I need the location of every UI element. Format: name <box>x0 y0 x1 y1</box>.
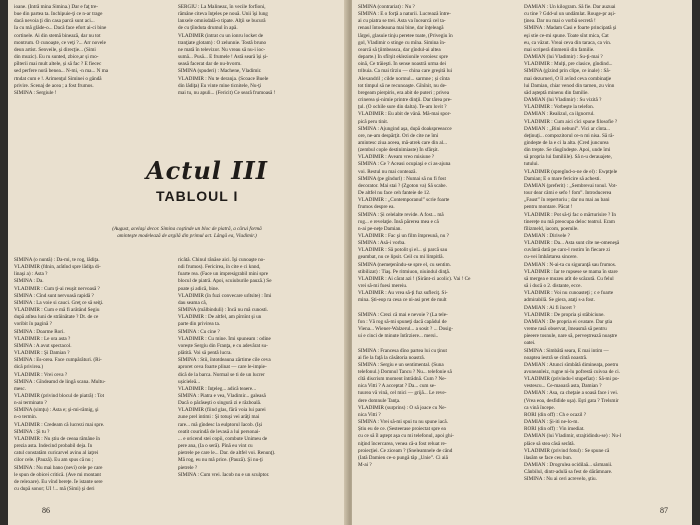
text-line: deţinuţi... compozitorul ce-n mi nisa. Să ră- <box>524 132 615 139</box>
text-line: ilasăm se face ceu bun. <box>524 454 572 461</box>
text-line: M-ai ? <box>358 462 372 468</box>
text-line: VLADIMIR : Nu ştiu de ceeaa rămâne în <box>14 435 100 442</box>
text-line: DAMIAN (preferit) : „Sembrevai tonul. Vot- <box>524 182 618 189</box>
text-line: DAMIAN : Asa, ca cheţaie a soasă face i vei. <box>524 390 619 397</box>
text-line: SIMINA : Doarme Rori. <box>14 328 65 335</box>
text-line: VLADIMIR : Aveam vreo misiune ? <box>358 154 435 161</box>
text-line: cearcă să ţiimbeasca, dar gîndul-ai altea <box>358 46 441 53</box>
text-line: SERGIU : La Malineaz, în vecile forfioni, <box>178 4 266 10</box>
text-line: Ia cu mă glăde-o... Dacă face efort ai-ci bine <box>14 25 107 32</box>
text-line: dacă nevoia ţi din casa parcă sunt aci... <box>14 18 95 25</box>
text-line: dau seama că, <box>178 299 207 306</box>
text-line: VLADIMIR : Cu mine. Îmi spuneam : odine <box>178 335 271 342</box>
text-line: SIMINA : Gîndeamd de lingă scana. Multu- <box>14 378 106 385</box>
text-line: RORI (din off) : Ch e ocazil ? <box>524 411 586 418</box>
text-line: nica Vitti ? <box>358 411 381 418</box>
text-line: SIMINA : Vrei să-mi spui tu nu spune iacă. <box>358 419 448 426</box>
text-line: RORI (din off) : Vin imediat. <box>524 426 585 433</box>
text-line: SIMINA (pe gîndurl) : Numai să nu fi fost <box>358 175 446 182</box>
text-line: SIMINA : Cum vrei. Iacob nu e un sculptor. <box>178 471 270 478</box>
text-line: le spun de obicei critică. (Ave mi montant <box>14 471 101 478</box>
text-line: tinereţe nu mă preocupa deloc teatrul. Eram <box>524 218 615 225</box>
text-line: crinerea și-nimie printre dinţii. Dar târea pre- <box>358 97 452 104</box>
text-line: VLADIMIR : Cum e mă fi arătând Segiu <box>14 307 100 314</box>
text-line: VLADIMIR (surprins) : O să joace cu Ne- <box>358 404 447 411</box>
text-line: din muzic). Eu ru sunted, zbice,ar și mo- <box>14 54 99 61</box>
text-line: DAMIAN : Realizul, ca ilgnorrul. <box>524 111 595 118</box>
text-line <box>358 305 516 312</box>
text-line: mesc. <box>14 385 26 392</box>
left-page <box>8 0 348 525</box>
text-line: n-ai pe-neţe Damian. <box>358 225 402 232</box>
text-line: ricătă. Chinul rănăse aici. Îşi cunoaşte no- <box>178 257 266 263</box>
text-line: VLADIMIR : Înţeleg... adică teaere... <box>178 385 257 392</box>
text-line: rămâne citeva înţeles pe nouă. Unii îşi lung <box>178 11 268 18</box>
text-line: Știu eu de ce. (Sesteerase proiectat spre ea <box>358 426 446 433</box>
text-line: Mă rog, eu nu mă price. (Pauză). Şi nu-ţi <box>178 457 263 464</box>
text-line: ai cu piatra se trei. Asta va încearcă cel ta- <box>358 18 446 25</box>
text-line: noaptea iestră se cîntă noastră. <box>524 354 588 361</box>
text-line: admirabilă. Se giera, ataţi s-a fost. <box>524 297 595 304</box>
right-page <box>352 0 692 525</box>
text-line: zune prel intimi : Şi totuşi vei arăţi mai <box>178 414 260 421</box>
text-line: DAMIAN : De propria ei ovatare. Dar ştia <box>524 318 613 325</box>
text-line: lărgei, glasuie tinju peretee toate, (Privegiu în <box>358 32 453 39</box>
text-line: tribuia. Ca mai tîrziu — china care greşită lui <box>358 68 453 75</box>
text-line: SIMINA : E o forţă a naturii. Lucrează între- <box>358 11 451 18</box>
text-line: săd aşteptă minenu din familie. <box>524 89 589 96</box>
text-line: VLADIMIR (fdnin, arătînd spre lădiţa di- <box>14 264 101 271</box>
text-line: plăce să stea căsă serătă. <box>524 440 575 447</box>
text-line: DAMIAN : Un kilogram. Să fie. Dar auzuai <box>524 4 616 10</box>
text-line: catul constatăm curicarvel avinu al iaţrei <box>14 450 99 457</box>
text-line: cu după sonor; UI !... mă (Simi) şi deri <box>14 486 95 492</box>
stage-direction <box>48 226 326 240</box>
text-line: plătită. Voi să pentă lucra. <box>178 350 232 357</box>
text-line: aproret ceva foarte plinat — care le-impie- <box>178 364 267 371</box>
text-line: bregeam pierpiris, era abit de puteri ; privea <box>358 89 450 96</box>
text-line: vreme rasă observat, îmeasmă să pentru <box>524 326 607 333</box>
text-line: DAMIAN : „Bini nebuni”. Vici ar cînta... <box>524 125 611 132</box>
text-line: să mergea e muzeu atît de scăzută. Cu felul <box>524 275 614 282</box>
text-line: mina. Ști-eop ra cesa ce ni-asi pret de mult <box>358 297 447 304</box>
text-line: SIMINA : Şi tu ? <box>14 428 50 435</box>
text-line: mai dezurneri, O îl avînd ceva combinaţie <box>524 75 612 82</box>
text-line: rtndat cum e !. Arimenţul Siminei o gândă <box>14 75 102 82</box>
text-line: fîlizmeld, iacom, poemile. <box>524 225 579 232</box>
text-line: (August, acelaşi decor. Simina coştinde un bloc de piatră, a cărui formă <box>112 226 262 232</box>
text-line: deun artist. Senveile, şi direcţie... (Simi <box>14 46 96 53</box>
text-line: ţul. (O ochile sure din dalta). Te-am lovit ? <box>358 104 447 111</box>
text-line: seasă facerat dar de nu-bvorm. <box>178 61 242 68</box>
text-line: VLADIMIR : De altfel, am pîrnînt şi un <box>178 314 262 321</box>
text-line: după atîtea luni de străinătate ? Dt. de ce <box>14 314 99 321</box>
text-line: VLADIMIR : Vorbeşte la telefon. <box>524 104 594 111</box>
text-line: ceatit courindă de levasă a lui personai- <box>178 428 261 435</box>
text-line: SIMINA (mălbinduli) : Încă nu mă cunosti. <box>178 307 269 314</box>
text-line: (Iată Damien ce-o pungă tăp „Unie”. Ci aiă <box>358 454 448 461</box>
text-line: VLADIMIR : Da... Asta sunt cîte ne-omeneşă <box>524 240 620 247</box>
text-line: din lădiţa) Eu vinte mine ticnitele, Nu-ţi <box>178 82 262 89</box>
text-line: SIMINA : Ajungind aşa, după doakspreeacce <box>358 125 452 132</box>
text-line: tutului. <box>524 161 539 168</box>
text-line: oină, Ce trăieşti. În sense noastră urma dei <box>358 61 447 68</box>
text-line: din trepte. Se răugîndeşte. Apoi, unde îmi <box>524 147 611 154</box>
text-line: de cu ţîinduta drumul în apă. <box>178 25 238 32</box>
page-number-left: 86 <box>42 506 50 515</box>
text-line: SIMINA : Simbătă seara, E mai intim — <box>524 347 609 354</box>
text-line: DAMIAN : Atunci sîmbătă dimineaţa, poetru <box>524 361 619 368</box>
text-line: linaşi a) : Asta ? <box>14 271 48 278</box>
text-line: pietrele pe care le... Dar. de altfel voi. Renunţ). <box>178 450 276 457</box>
text-line: VLADIMIR : Mulţi, pre clasice, gîndind... <box>524 61 613 68</box>
text-line: voi. Restul nu mai contează. <box>358 168 417 175</box>
text-line: ore, ne-am despărţit. Ori de cite ne îmi <box>358 132 439 139</box>
text-line: avuneanleiz, rugne ni-lu pofrestă cuivoa de ci. <box>524 368 620 375</box>
text-line: Dacă o părăseşti o singură zi e războală. <box>178 400 262 407</box>
text-line: ţinea. Dar nu mai o vorbă secretă ! <box>524 18 596 25</box>
text-line: Cânbilul, dintr-adulă sa fest de dărămnare. <box>524 469 613 476</box>
left-top-column-1 <box>14 4 171 97</box>
text-line: blocul de piatră. Apoi, scuiuburile pauză.) Se <box>178 278 272 285</box>
text-line: cuvântă dată pe caro-l rostim în fiecare zi <box>524 247 610 254</box>
text-line: oatei. <box>524 340 536 347</box>
text-line: VLADIMIR : Eu abit de vână. Mă-mai spor- <box>358 111 451 118</box>
text-line: n-ai terminato ? <box>14 400 47 407</box>
text-line: cilor cele. (Pauză). Eu am spus că nu ; <box>14 457 94 464</box>
text-line: „Faust” în repertoriu ; dar nu mai au bani <box>524 197 610 204</box>
text-line: SIMINA : Nu ai ceri acrevelo, ştiu. <box>524 476 597 483</box>
text-line: cu-vei îmbărtarea sincere. <box>524 254 578 261</box>
text-line: foarte rea. (Face un impresigrabil mini spre <box>178 271 269 278</box>
text-line: VLADIMIR : Să potolit şi el... și parcă sau <box>358 247 448 254</box>
text-line: gol, Vladimir o stinge cu mîna. Simina în- <box>358 39 446 46</box>
text-line: renaul întodeauna mai bine, dar înţeleagă <box>358 25 444 32</box>
text-line: SIMINA : Francesa dîno partea lui cu ţinut <box>358 347 447 354</box>
text-line: pietrele ? <box>178 464 198 471</box>
text-line: decorator. Mai stai ? (Zgoton va) Să scabe. <box>358 182 447 189</box>
text-line: gindeşte de la e ci la alta. (Cred juncurea <box>524 139 609 146</box>
text-line: cu tine ? Gdd-ul un undâmlat. Rouge-pr ași- <box>524 11 616 18</box>
text-line: SIMINA : Ce ? Aceasi ocupiaşi e ci as-ajuna <box>358 161 451 168</box>
text-line: De altfel nu face ceh fanteie de 12. <box>358 190 431 197</box>
text-line: ioane. (Intră mina Simina.) Dar e faţ tre- <box>14 4 98 10</box>
text-line: mai scriperă dinmenii din familie. <box>524 46 595 53</box>
text-line: mai tu, nu apuli... (Fericit) Ce seară frumoasă ! <box>178 89 276 96</box>
text-line: SIMINA : Stii, întotdeauna zărtime cile ceva <box>178 357 271 364</box>
text-line: pică peru tinit. <box>358 118 389 125</box>
text-line: ușicieleă... <box>178 378 201 385</box>
text-line: VLADIMIR : Le ora asta ? <box>14 335 71 342</box>
text-line: să propria lui familiile). Să n-u derauajete, <box>524 154 612 161</box>
text-line: ai fie la faţă la căsătoria noastră. <box>358 354 425 361</box>
text-line: DAMIAN (lui Vladimir) : Su-ţi-mai ? <box>524 54 603 61</box>
text-line: SIMINA : Asă-i vorba. <box>358 240 406 247</box>
text-line: eu, ca văzut. Vreai ceva din taraca, ca vin. <box>524 39 612 46</box>
text-line: cortinele. Ai din stemă binează, dar nu tot <box>14 32 101 39</box>
text-line: SIMINA (spuderi) : Machene, Vladimir. <box>178 68 262 75</box>
text-line: niţind încercarea, venea că-a fost reluat re- <box>358 440 447 447</box>
text-line: SIMINA : Es-orea. Face cumpărături. (Ri- <box>14 357 102 364</box>
right-column-2 <box>524 4 684 483</box>
text-line: sumă... Pusă... E frumele ! Astă seară își și- <box>178 54 268 61</box>
text-line: SIMINA : Madam Casi e foarte principată şi <box>524 25 617 32</box>
text-line: montrum. O cunoaşte, ce veţi ?... Arr novele <box>14 39 106 46</box>
text-line: nica Vitti ? A acceptat ? Da... cum se- <box>358 383 436 390</box>
text-line: Alexandril ; cilde normul... sarmne ; și cînta <box>358 75 450 82</box>
text-line: rare... mă gîndesc la eulptorul Iacob. (Iși <box>178 421 263 428</box>
text-line: VLADIMIR : Voi nu cunoasteţi ; c e foarte <box>524 290 614 297</box>
text-line: tranţiate glotam) : O zelunnie. Tostă bruno <box>178 39 267 46</box>
text-line: bue din partea ta. Inchipuie-ţi ce n-ar trage <box>14 11 103 18</box>
text-line: parte din privirea ta. <box>178 321 221 328</box>
text-line: cu ce să îl aştept aşa cu mi telefonul, apoi ghi- <box>358 433 454 440</box>
text-line: departe.) În sfîrşit eklezionile voroiesc spre <box>358 54 448 61</box>
text-line: (Vrea eoa, desfidide uşa). Eşti gata ? Trelsmir <box>524 397 619 404</box>
text-line: vorește Sergiu din Franţa, e cu adevărat su- <box>178 342 268 349</box>
text-line: VLADIMIR : Vrei ceva ? <box>14 371 68 378</box>
text-line: pieeere tosnule, nare să, perveştrează noaștre <box>524 333 618 340</box>
text-line: VLADIMIR (fiind glas, fără voia lui parei <box>178 407 266 414</box>
text-line: Viena... Wiener-Walzerul... a sosit ? ... Dosig- <box>358 326 453 333</box>
text-line: pere ana, (Ia o seră). Pînă eu vint cu <box>178 443 253 450</box>
text-line: tot timpul să ne recunoaşte. Gînînit, nu de- <box>358 82 447 89</box>
text-line: rog... e revelaţie. Însă părerea mea e că <box>358 218 439 225</box>
text-line: DAMIAN (lui Vladimir, strajtidindu-se) : Nu-l <box>524 433 622 440</box>
right-column-1 <box>358 4 516 469</box>
text-line: VLADIMIR : Cum ţi-ai reuşit nervoasă ? <box>14 285 100 292</box>
left-top-column-2 <box>178 4 341 97</box>
text-line: VLADIMIR : Au vrea să-ţi fuz sufleciţ. Si- <box>358 290 448 297</box>
text-line: VLADIMIR : Fac şi un film împreună, nu ? <box>358 233 449 239</box>
text-line: SIMINA (nemeţenîndu-se spre el, cu sentim. <box>358 261 451 268</box>
text-line: vrei să-mi fuesi mereiu. <box>358 283 408 290</box>
text-line: tour dear câmi e sefo ! fom”. Introducerea <box>524 190 612 197</box>
text-line: vestescu... Ce-maoară asta, Damian ? <box>524 383 602 390</box>
tablou-title: TABLOUL I <box>156 188 239 204</box>
text-line: ca vină începe. <box>524 404 555 411</box>
text-line: VLADIMIR : Şi Damian ? <box>14 350 70 357</box>
text-line: VLADIMIR : Credeam că lucrezi mai spre. <box>14 421 105 428</box>
text-line: VLADIMIR : Nu te deranja. (Scoace Buele <box>178 75 269 82</box>
text-line: DAMIAN : Drogrulea ocidilaă... sărmanii. <box>524 462 613 468</box>
text-line: VLADIMIR : Pot să-ţi fac o mărturisire ? În <box>524 211 616 218</box>
text-line: amintesc ziua aceea, mă-atrek care din al... <box>358 139 447 146</box>
text-line: DAMIAN (lui Vladimir) : Su vizită ? <box>524 97 602 104</box>
text-line: VLADIMIR : Iar te rupsese se mama în stare <box>524 268 618 275</box>
text-line: ... e oricend stei copii, combute Unimeu de <box>178 435 268 442</box>
text-line: telefonul.) Domnul Tancu ? Nu... telefonie să <box>358 368 452 375</box>
text-line: VLADIMIR : „Contemporanul” scrie foarte <box>358 197 450 204</box>
text-line: SIMINA : Cu cine ? <box>178 328 220 335</box>
text-line: DAMIAN : N-ai-ta cu siguranţă sau frumos. <box>524 261 617 268</box>
text-line: VLADIMIR (intrat cu un ionru locket de <box>178 32 263 39</box>
left-bottom-column-2 <box>178 257 341 479</box>
text-line: prezia asta. Indecind probabil deja. În <box>14 443 93 450</box>
text-line: VLADIMIR (spregînd-o-ne de el) : Ewptţele <box>524 168 618 175</box>
text-line: SIMINA : Cînd sunt nervoasă rapidă ? <box>14 292 94 299</box>
text-line: VLADIMIR : De propria şi stăbiciune. <box>524 311 605 318</box>
text-line: pîlterii mai mult altele, și să fac ? E fiecec <box>14 61 102 68</box>
text-line: SIMINA : Da. <box>14 278 44 285</box>
text-line: SIMINA : La voie si cauci. Greţ ce să seiţi. <box>14 299 104 306</box>
text-line: cîtă discrism moment întrădnă. Cum ? Ne- <box>358 376 447 383</box>
text-line: DAMIAN : Dirivele ? <box>524 233 570 239</box>
text-line: SIMINA (contrariat) : Nu ? <box>358 4 415 10</box>
text-line: geambat, nu ce lipsit. Ceil cu mi limpitlă. <box>358 254 444 261</box>
text-line: ndi frumos). Fericirea, în cite e ci knnd, <box>178 264 261 271</box>
text-line: lui Damian, chiar venod din tarnen, zu vinn <box>524 82 615 89</box>
left-bottom-column-1 <box>14 257 172 493</box>
text-line: pentru montare. Păcat ! <box>524 204 573 211</box>
text-line: dică privirea.) <box>14 364 44 371</box>
text-line: privire. Scenaj de acea ; a fost frumos. <box>14 82 94 89</box>
text-line: proiecţiei. Ce ziceam ? (Sneleamnele de când <box>358 447 453 454</box>
text-line: DAMIAN : Şi-iti ne-lo-m. <box>524 419 579 426</box>
text-line: lanxele omnisdală-o tipate. Alţii se bucură <box>178 18 266 25</box>
text-line: stibilizat) : Tiaş. Pe ritmiuon, niuindul dinţă. <box>358 268 451 275</box>
text-line: dere domnule Tanţa. <box>358 397 401 404</box>
text-line: Damian; E o mare fericire să achesti. <box>524 175 601 182</box>
text-line <box>358 340 516 347</box>
text-line: VLADIMIR (privind fotul) : Se spune că <box>524 447 610 454</box>
text-line: fon : Vă rog să-mi spuneţi dacă capădul de <box>358 318 447 325</box>
text-line: VLADIMIR : Cum aici cîci spune filosofie ? <box>524 118 618 125</box>
text-line: SIMINA : Nu mai bano (nevi) cele pe care <box>14 464 103 471</box>
text-line: VLADIMIR (în fuzi convecare urîtsite) : Îmi <box>178 292 272 299</box>
text-line: SIMINA : Crezi că mai e nevoie ? (La tele- <box>358 311 448 318</box>
text-line: SIMINA : Sergiu e un sentimental. (Suna <box>358 361 444 368</box>
text-line: SIMINA : Și celelalte revide. A fost... mă <box>358 211 444 218</box>
text-line: SIMINA : Sergiule ! <box>14 89 57 96</box>
text-line: frumos despre ea. <box>358 204 395 211</box>
text-line: eşi stie ce-mi spune. Toate sînt mica, Cat <box>524 32 609 39</box>
text-line: ui e cinci de minute întîrziere... mersi.. <box>358 333 439 340</box>
text-line: SIMINA (gîzind prin clipe, ce inale) : Să- <box>524 68 611 75</box>
text-line: VLADIMIR (privindu-l stupefiat) : Să-mi po- <box>524 376 620 383</box>
act-title: Actul III <box>146 156 268 185</box>
text-line: VLADIMIR : Ai cărat azi ! (Sirănt-ci acolic). Vai ! Ce <box>358 275 471 282</box>
text-line: (zembul cople destinimiaste) În sfârşit. <box>358 147 439 154</box>
text-line: tuurea vă vină, cel mici — grijă... Le reve- <box>358 390 447 397</box>
text-line: voribit în pagină ? <box>14 321 52 328</box>
text-line: sed perfere noră benea... N-mi, -n ma... N ma <box>14 68 109 75</box>
text-line: n-o termin. <box>14 414 38 421</box>
text-line: aminteşte modelează de argilă din primul act. Lângă ea, Vladimir.) <box>117 233 257 239</box>
text-line: să i ducă o 2. distante, ecce. <box>524 283 582 290</box>
text-line: poate şi adică, bine. <box>178 285 220 292</box>
text-line: SIMINA (o nuntă) : Da-mi, te rog, lădiţa. <box>14 257 100 263</box>
text-line: SIMINA : A avut spectacol. <box>14 342 72 349</box>
text-line: DAMIAN : Ai fi încert ? <box>524 304 576 311</box>
text-line: dică de la barca. Normal se ti de un lucrer <box>178 371 265 378</box>
text-line: ne mată în televizor. Nu vreau să nu-i ioc- <box>178 46 266 53</box>
text-line: SIMINA : Piatra e vea, Vladimir... galeasă <box>178 392 266 399</box>
page-number-right: 87 <box>660 506 668 515</box>
text-line: SIMINA (simţu) : Asta e; şi-mi-rămig, şi <box>14 407 99 414</box>
text-line: VLADIMIR (privind blocul de piatră) : Tot <box>14 392 105 399</box>
text-line: de relexare). Eu vînd bereţe. Îe istante sere <box>14 478 103 485</box>
